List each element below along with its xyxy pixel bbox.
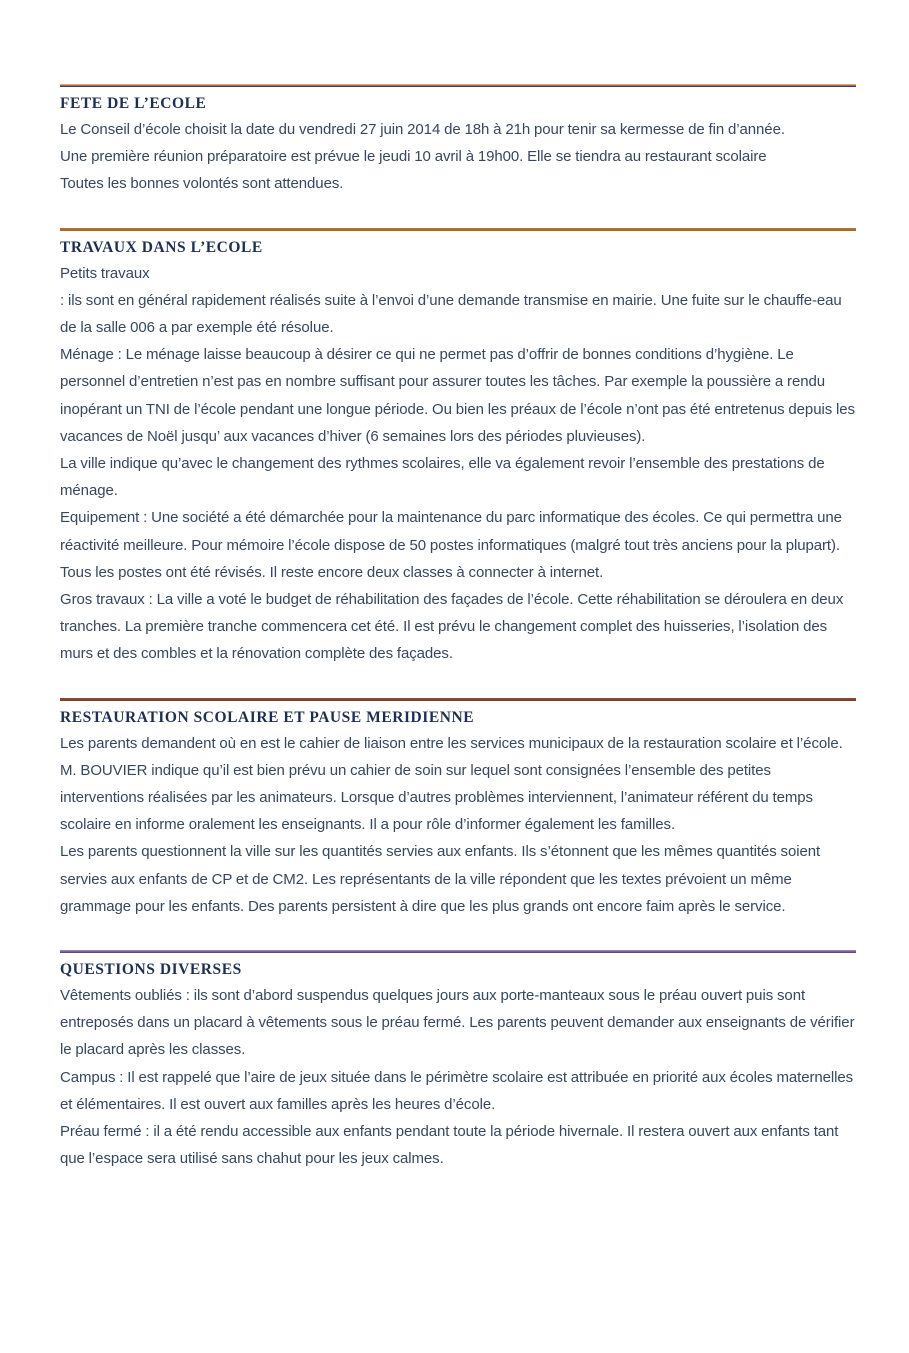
section-fete-de-lecole	[60, 84, 855, 198]
paragraph: Toutes les bonnes volontés sont attendues.	[60, 175, 344, 193]
paragraph: Ménage : Le ménage laisse beaucoup à désirer ce qui ne permet pas d’offrir de bonnes conditions d’hygiène. Le personnel d’entretien n’est pas en nombre suffisant pour assurer toutes les tâches. Par exemple la poussière a rendu inopérant un TNI de l’école pendant une longue période. Ou bien les préaux de l’école n’ont pas été entretenus depuis les vacances de Noël jusqu’ aux vacances d’hiver (6 semaines lors des périodes pluvieuses).	[60, 346, 855, 445]
paragraph: Campus : Il est rappelé que l’aire de jeux située dans le périmètre scolaire est attribuée en priorité aux écoles maternelles et élémentaires. Il est ouvert aux familles après les heures d’école.	[60, 1068, 854, 1113]
paragraph: Gros travaux : La ville a voté le budget de réhabilitation des façades de l’école. Cette réhabilitation se déroulera en deux tranches. La première tranche commencera cet été. Il est prévu le changement complet des huisseries, l’isolation des murs et des combles et la rénovation complète des façades.	[60, 591, 844, 663]
section-spacer	[60, 668, 855, 698]
paragraph: Une première réunion préparatoire est prévue le jeudi 10 avril à 19h00. Elle se tiendra au restaurant scolaire	[60, 148, 767, 166]
paragraph: La ville indique qu’avec le changement des rythmes scolaires, elle va également revoir l’ensemble des prestations de ménage.	[60, 455, 825, 500]
paragraph: Les parents questionnent la ville sur les quantités servies aux enfants. Ils s’étonnent que les mêmes quantités soient servies aux enfants de CP et de CM2. Les représentants de la ville répondent que les textes prévoient un même grammage pour les enfants. Des parents persistent à dire que les plus grands ont encore faim après le service.	[60, 843, 821, 915]
section-travaux-dans-lecole	[60, 228, 855, 668]
section-heading: TRAVAUX DANS L’ECOLE	[60, 238, 263, 256]
section-restauration-scolaire	[60, 698, 855, 920]
section-spacer	[60, 198, 855, 228]
section-spacer	[60, 920, 855, 950]
section-questions-diverses	[60, 950, 855, 1172]
section-heading: FETE DE L’ECOLE	[60, 95, 207, 112]
paragraph: Le Conseil d’école choisit la date du vendredi 27 juin 2014 de 18h à 21h pour tenir sa kermesse de fin d’année.	[60, 121, 785, 138]
paragraph: Equipement : Une société a été démarchée pour la maintenance du parc informatique des écoles. Ce qui permettra une réactivité meilleure. Pour mémoire l’école dispose de 50 postes informatiques (malgré tout très anciens pour la plupart). Tous les postes ont été révisés. Il reste encore deux classes à connecter à internet.	[60, 509, 842, 581]
section-heading: QUESTIONS DIVERSES	[60, 961, 242, 979]
section-heading: RESTAURATION SCOLAIRE ET PAUSE MERIDIENNE	[60, 708, 475, 726]
paragraph: Les parents demandent où en est le cahier de liaison entre les services municipaux de la restauration scolaire et l’école. M. BOUVIER indique qu’il est bien prévu un cahier de soin sur lequel sont consignées l’ensemble des petites interventions réalisées par les animateurs. Lorsque d’autres problèmes interviennent, l’animateur référent du temps scolaire en informe oralement les enseignants. Il a pour rôle d’informer également les familles.	[60, 734, 843, 834]
paragraph: : ils sont en général rapidement réalisés suite à l’envoi d’une demande transmise en mairie. Une fuite sur le chauffe-eau de la salle 006 a par exemple été résolue.	[60, 291, 842, 337]
section-divider-rule	[60, 84, 856, 87]
section-divider-rule	[60, 950, 856, 953]
paragraph: Petits travaux	[60, 264, 150, 282]
section-divider-rule	[60, 698, 856, 701]
paragraph: Préau fermé : il a été rendu accessible aux enfants pendant toute la période hivernale. Il restera ouvert aux enfants tant que l’espace sera utilisé sans chahut pour les jeux calmes.	[60, 1123, 839, 1168]
section-divider-rule	[60, 228, 856, 231]
paragraph: Vêtements oubliés : ils sont d’abord suspendus quelques jours aux porte-manteaux sous le préau ouvert puis sont entreposés dans un placard à vêtements sous le préau fermé. Les parents peuvent demander aux enseignants de vérifier le placard après les classes.	[60, 987, 855, 1059]
